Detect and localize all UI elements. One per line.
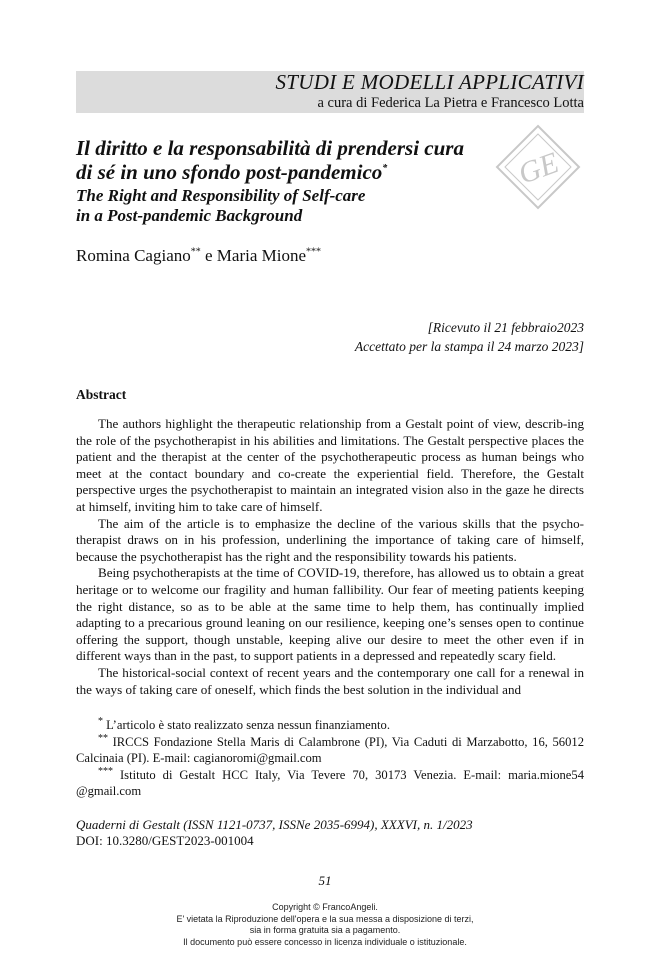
- abstract-paragraph: The aim of the article is to emphasize the decline of the various skills that the psycho-therapist draws on in his profession, underlining the importance of taking care of himself, because the psychotherapist has the right and the responsibility towards his patients.: [76, 515, 584, 564]
- title-en-line-1: The Right and Responsibility of Self-care: [76, 186, 366, 205]
- author-2-mark: ***: [306, 246, 322, 258]
- title-en-line-2: in a Post-pandemic Background: [76, 206, 303, 225]
- footnotes: [76, 717, 584, 800]
- journal-logo-icon: [495, 124, 581, 210]
- copyright-line: Copyright © FrancoAngeli.: [272, 902, 378, 912]
- section-editors: a cura di Federica La Pietra e Francesco Lotta: [317, 95, 584, 111]
- abstract-heading: Abstract: [76, 387, 127, 402]
- title-it-line-1: Il diritto e la responsabilità di prendersi cura: [76, 136, 464, 160]
- abstract-paragraph: Being psychotherapists at the time of COVID-19, therefore, has allowed us to obtain a great heritage or to welcome our fragility and human fallibility. Our fear of meeting patients keeping the right distance, so as to be able at the same time to help them, has continually implied adapting to a precarious ground leaning on our resilience, keeping one’s senses open to continue offering the support, though unstable, keeping alive our desire to meet the other even if in different ways than in the past, to support patients in a depressed and repeatedly scary field.: [76, 565, 584, 664]
- author-1: Romina Cagiano: [76, 246, 191, 265]
- copyright-line: Il documento può essere concesso in licenza individuale o istituzionale.: [183, 936, 467, 947]
- accepted-date: Accettato per la stampa il 24 marzo 2023]: [354, 339, 584, 354]
- article-title-en: [76, 186, 496, 226]
- page-number: 51: [318, 873, 332, 888]
- footnote: [76, 767, 584, 800]
- svg-text:GE: GE: [514, 146, 563, 191]
- abstract-paragraph: The authors highlight the therapeutic relationship from a Gestalt point of view, describ-ing the role of the psychotherapist in his abilities and limitations. The Gestalt perspective places the patient and the therapist at the center of the psychotherapeutic process as human beings who meet at the contact boundary and co-create the experiential field. Therefore, the Gestalt perspective urges the psychotherapist to maintain an integrated vision also in the gaze he directs at himself, inviting him to take care of himself.: [76, 416, 584, 514]
- copyright-notice: [0, 902, 650, 948]
- copyright-line: sia in forma gratuita sia a pagamento.: [249, 925, 401, 935]
- author-1-mark: **: [190, 246, 201, 258]
- abstract-paragraph: The historical-social context of recent years and the contemporary one call for a renewal in the ways of taking care of oneself, which finds the best solution in the individual and: [76, 664, 584, 697]
- title-footnote-mark: *: [382, 163, 388, 174]
- footnote-mark: ***: [98, 765, 113, 777]
- footnote: [76, 717, 584, 734]
- section-title: STUDI E MODELLI APPLICATIVI: [275, 70, 584, 94]
- footnote-mark: **: [98, 732, 108, 744]
- footnote-text: IRCCS Fondazione Stella Maris di Calambrone (PI), Via Caduti di Marzabotto, 16, 56012 Calcinaia (PI). E-mail: cagianoromi@gmail.com: [76, 734, 584, 765]
- footnote-text: L’articolo è stato realizzato senza nessun finanziamento.: [103, 718, 390, 732]
- article-title-it: [76, 136, 496, 184]
- footnote: [76, 734, 584, 767]
- copyright-line: E' vietata la Riproduzione dell'opera e la sua messa a disposizione di terzi,: [176, 913, 474, 924]
- author-2: Maria Mione: [216, 246, 307, 265]
- doi: DOI: 10.3280/GEST2023-001004: [76, 833, 254, 848]
- abstract-body: [76, 416, 584, 698]
- submission-dates: [355, 318, 584, 356]
- footnote-text: Istituto di Gestalt HCC Italy, Via Tevere 70, 30173 Venezia. E-mail: maria.mione54 @gmail.com: [76, 767, 584, 798]
- authors: [76, 246, 321, 266]
- footnote-mark: *: [98, 715, 103, 727]
- author-conjunction: e: [200, 246, 217, 265]
- journal-citation: Quaderni di Gestalt (ISSN 1121-0737, ISSNe 2035-6994), XXXVI, n. 1/2023: [76, 817, 473, 832]
- title-it-line-2: di sé in uno sfondo post-pandemico: [76, 160, 383, 184]
- received-date: [Ricevuto il 21 febbraio2023: [427, 320, 584, 335]
